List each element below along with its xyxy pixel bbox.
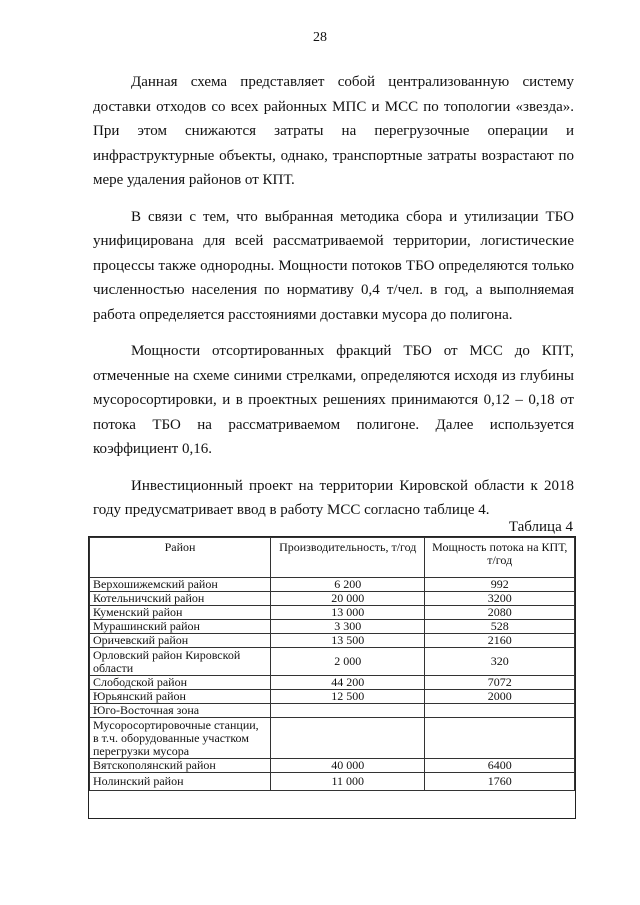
cell-district: Орловский район Кировской области [90,648,271,676]
cell-district: Куменский район [90,606,271,620]
table-row [90,634,575,648]
paragraph-1: Данная схема представляет собой централизованную систему доставки отходов со всех районных МПС и МСС по топологии «звезда». При этом снижаются затраты на перегрузочные операции и инфраструктурные объекты, однако, транспортные затраты возрастают по мере удаления районов от КПТ. [93,74,574,188]
cell-capacity [271,704,425,718]
cell-capacity [271,718,425,759]
cell-district: Юго-Восточная зона [90,704,271,718]
table-row [90,606,575,620]
table-row [90,578,575,592]
table-row [90,718,575,759]
table-row [90,690,575,704]
table-row [90,759,575,773]
table-header-row [90,538,575,578]
paragraph-2: В связи с тем, что выбранная методика сбора и утилизации ТБО унифицирована для всей рассматриваемой территории, логистические процессы также однородны. Мощности потоков ТБО определяются только численностью населения по нормативу 0,4 т/чел. в год, а выполняемая работа определяется расстояниями доставки мусора до полигона. [93,208,574,323]
cell-flow: 528 [425,620,575,634]
cell-flow: 7072 [425,676,575,690]
cell-flow: 3200 [425,592,575,606]
cell-capacity: 2 000 [271,648,425,676]
cell-flow: 2160 [425,634,575,648]
table-body [90,578,575,791]
cell-flow: 1760 [425,773,575,791]
cell-district: Мусоросортировочные станции, в т.ч. оборудованные участком перегрузки мусора [90,718,271,759]
data-table-frame [88,536,576,819]
cell-capacity: 13 000 [271,606,425,620]
cell-flow: 992 [425,578,575,592]
cell-capacity: 12 500 [271,690,425,704]
cell-flow [425,718,575,759]
table-row [90,676,575,690]
cell-district: Мурашинский район [90,620,271,634]
cell-flow: 320 [425,648,575,676]
cell-capacity: 20 000 [271,592,425,606]
cell-capacity: 6 200 [271,578,425,592]
cell-flow: 6400 [425,759,575,773]
cell-capacity: 11 000 [271,773,425,791]
body-text [93,70,574,535]
table-row [90,592,575,606]
table-row [90,648,575,676]
cell-district: Вятскополянский район [90,759,271,773]
cell-district: Котельничский район [90,592,271,606]
cell-district: Слободской район [90,676,271,690]
paragraph-3: Мощности отсортированных фракций ТБО от МСС до КПТ, отмеченные на схеме синими стрелками, определяются исходя из глубины мусоросортировки, и в проектных решениях принимаются 0,12 – 0,18 от потока ТБО на рассматриваемом полигоне. Далее используется коэффициент 0,16. [93,343,574,457]
cell-flow: 2080 [425,606,575,620]
header-district: Район [90,538,271,578]
data-table [89,537,575,791]
cell-district: Юрьянский район [90,690,271,704]
header-flow: Мощность потока на КПТ, т/год [425,538,575,578]
header-capacity: Производительность, т/год [271,538,425,578]
table-row [90,704,575,718]
cell-capacity: 40 000 [271,759,425,773]
page-number: 28 [313,30,327,45]
cell-district: Оричевский район [90,634,271,648]
cell-district: Верхошижемский район [90,578,271,592]
cell-capacity: 3 300 [271,620,425,634]
cell-capacity: 13 500 [271,634,425,648]
cell-flow [425,704,575,718]
cell-flow: 2000 [425,690,575,704]
table-caption: Таблица 4 [508,519,573,535]
paragraph-4: Инвестиционный проект на территории Кировской области к 2018 году предусматривает ввод в работу МСС согласно таблице 4. [93,477,574,518]
cell-district: Нолинский район [90,773,271,791]
table-row [90,773,575,791]
cell-capacity: 44 200 [271,676,425,690]
table-row [90,620,575,634]
